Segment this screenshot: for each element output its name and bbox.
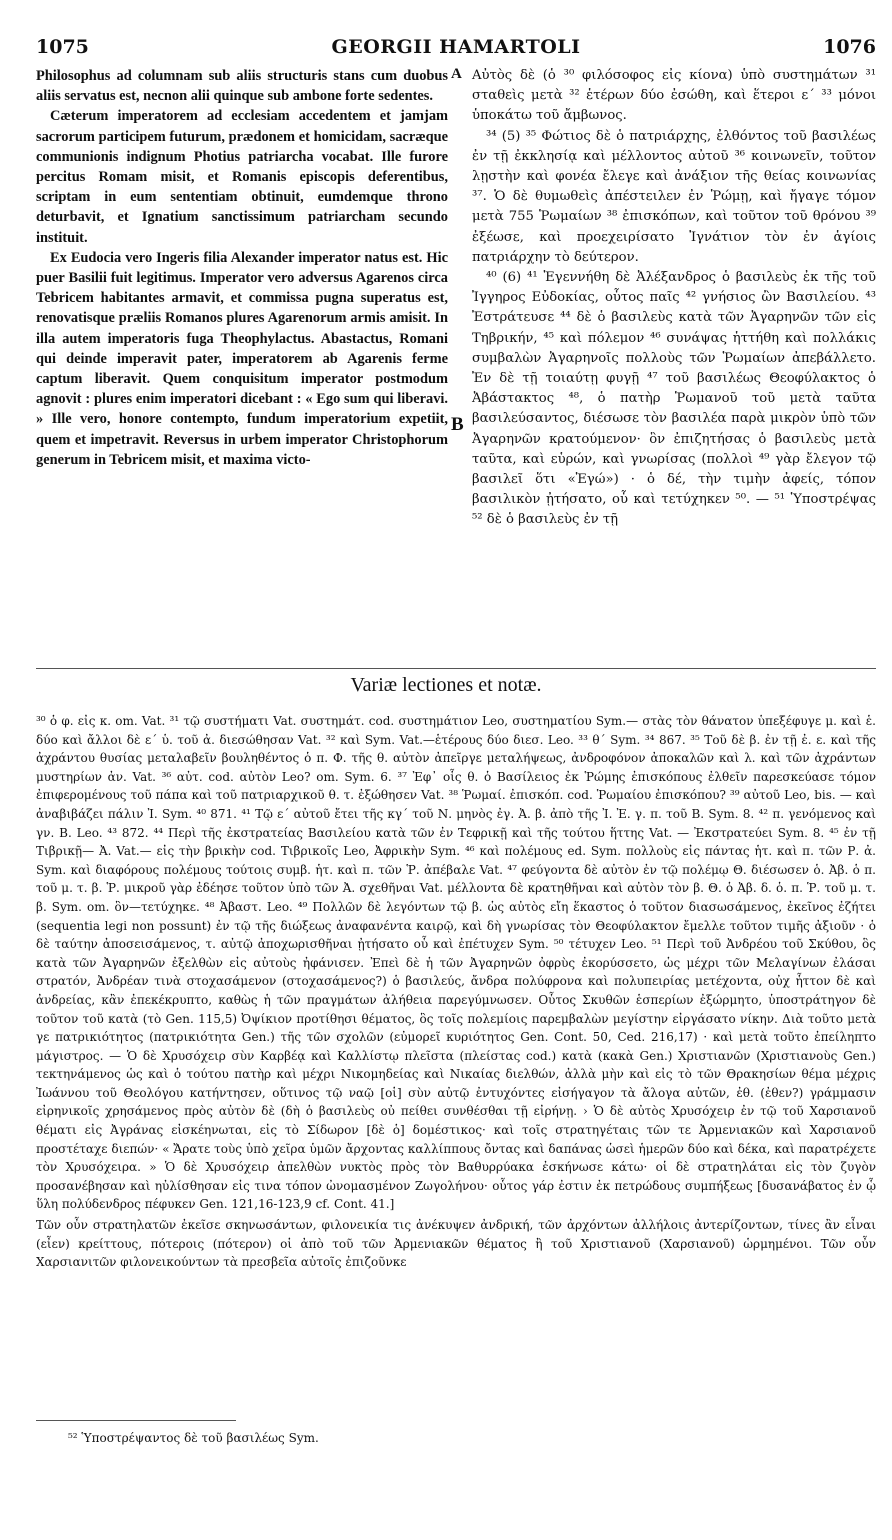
greek-column [472,66,876,531]
notes-heading: Variæ lectiones et notæ. [350,674,542,696]
latin-column [36,66,448,470]
greek-paragraph: ³⁴ (5) ³⁵ Φώτιος δὲ ὁ πατριάρχης, ἐλθόντος τοῦ βασιλέως ἐν τῇ ἐκκλησίᾳ καὶ μέλλοντος αὐτοῦ ³⁶ κοινωνεῖν, τοῦτον λῃστὴν καὶ φονέα ἔλεγε καὶ ἀνάξιον τῆς θείας κοινωνίας ³⁷. Ὁ δὲ θυμωθεὶς ἀπέστειλεν ἐν Ῥώμῃ, καὶ ἤγαγε τόμον μετὰ 755 Ῥωμαίων ³⁸ ἐπισκόπων, καὶ τοῦτον τοῦ θρόνου ³⁹ ἐξέωσε, καὶ προεχειρίσατο Ἰγνάτιον τὸν ἐν ἁγίοις πατριάρχην τὸ δεύτερον. [472,128,876,265]
critical-apparatus [36,712,876,1272]
latin-paragraph: Ex Eudocia vero Ingeris filia Alexander imperator natus est. Hic puer Basilii fuit legitimus. Imperator vero adversus Agarenos circa Tebricem habitantes armavit, et commissa pugna superatus est, renovatisque præliis Romanos plures Agarenorum armis amisit. In illa autem imperatoris fuga Theophylactus. Abastactus, Romani qui deinde imperavit pater, imperatorem ab Agarenis ferme captum liberavit. Quem conquisitum imperator postmodum agnovit : plures enim imperatori dicebant : « Ego sum qui liberavi. » Ille vero, honore contempto, fundum imperatorium expetiit, quem et impetravit. Reversus in urbem imperator Christophorum generum in Tebricem misit, et maxima victo- [36,249,448,468]
latin-paragraph: Philosophus ad columnam sub aliis structuris stans cum duobus aliis servatus est, necnon alii quinque sub ambone forte sedentes. [36,68,448,105]
bottom-footnote: ⁵² Ὑποστρέψαντος δὲ τοῦ βασιλέως Sym. [68,1431,319,1445]
notes-continuation: Τῶν οὖν στρατηλατῶν ἐκεῖσε σκηνωσάντων, φιλονεικία τις ἀνέκυψεν ἀνδρική, τῶν ἀρχόντων ἀλλήλοις ἀντερίζοντων, τίνες ἂν εἶναι (εἶεν) κρείττους, πότεροις (πότερον) οἱ ἀπὸ τοῦ τῶν Ἀρμενιακῶν θέματος ἢ τοῦ Χριστιανοῦ (Χαρσιανοῦ) ὡρμημένοι. Τῶν οὖν Χαρσιανιτῶν φιλονεικούντων τὰ πρεσβεῖα αὐτοῖς ἐπιζοῦνκε [36,1218,876,1270]
margin-marker-b: B [451,414,464,435]
running-title: GEORGII HAMARTOLI [331,36,581,58]
page-number-left: 1075 [36,36,89,58]
section-divider [36,668,876,669]
footnote-divider [36,1420,236,1421]
page-header [36,36,876,62]
page-number-right: 1076 [823,36,876,58]
greek-paragraph: Αὐτὸς δὲ (ὁ ³⁰ φιλόσοφος εἰς κίονα) ὑπὸ συστημάτων ³¹ σταθεὶς μετὰ ³² ἑτέρων δύο ἐσώθη, καὶ ἕτεροι ε´ ³³ μόνοι ὑποκάτω τοῦ ἄμβωνος. [472,68,876,124]
greek-paragraph: ⁴⁰ (6) ⁴¹ Ἐγεννήθη δὲ Ἀλέξανδρος ὁ βασιλεὺς ἐκ τῆς τοῦ Ἰγγηρος Εὐδοκίας, οὗτος παῖς ⁴² γνήσιος ὢν Βασιλείου. ⁴³ Ἐστράτευσε ⁴⁴ δὲ ὁ βασιλεὺς κατὰ τῶν Ἀγαρηνῶν τῶν εἰς Τηβρικήν, ⁴⁵ καὶ πόλεμον ⁴⁶ συνάψας ἡττήθη καὶ πολλάκις συμβαλὼν Ἀγαρηνοῖς πολλοὺς τῶν Ῥωμαίων ἀπεβάλλετο. Ἐν δὲ τῇ τοιαύτῃ φυγῇ ⁴⁷ τοῦ βασιλέως Θεοφύλακτος ὁ Ἀβάστακτος ⁴⁸, ὁ πατὴρ Ῥωμανοῦ τοῦ μετὰ ταῦτα βασιλεύσαντος, διέσωσε τὸν βασιλέα παρὰ μικρὸν ὑπὸ τῶν Ἀγαρηνῶν κρατούμενον· ὃν ἐπιζητήσας ὁ βασιλεὺς μετὰ ταῦτα, καὶ εὑρών, καὶ γνωρίσας (πολλοὶ ⁴⁹ γὰρ ἔλεγον τῷ βασιλεῖ ὅτι «Ἐγώ») · ὁ δέ, τὴν τιμὴν ἀφείς, τόπον βασιλικὸν ᾐτήσατο, οὗ καὶ τετύχηκεν ⁵⁰. — ⁵¹ Ὑποστρέψας ⁵² δὲ ὁ βασιλεὺς ἐν τῇ [472,270,876,528]
notes-body: ³⁰ ὁ φ. εἰς κ. om. Vat. ³¹ τῷ συστήματι Vat. συστημάτ. cod. συστημάτιον Leo, συστηματίου Sym.— στὰς τὸν θάνατον ὑπεξέφυγε μ. καὶ ἑ. δύο καὶ ἄλλοι δὲ ε´ ὑ. τοῦ ἀ. διεσώθησαν Vat. ³² καὶ Sym. Vat.—ἑτέρους δύο διεσ. Leo. ³³ θ´ Sym. ³⁴ 867. ³⁵ Τοῦ δὲ β. ἐν τῇ ἐ. ε. καὶ τῆς ἀχράντου θυσίας μεταλαβεῖν βουληθέντος ὁ π. Φ. τῆς θ. αὐτὸν ἀπεῖργε μεταλήψεως, ἀνδροφόνον ἀποκαλῶν καὶ λ. καὶ τῶν ἀχράντων μυστηρίων ἀν. Vat. ³⁶ αὐτ. cod. αὐτὸν Leo? om. Sym. 6. ³⁷ Ἐφ᾽ οἷς θ. ὁ Βασίλειος ἐκ Ῥώμης ἐπισκόπους ἐλθεῖν παρεσκεύασε τόμον ἐπιφερομένους τοῦ πάπα καὶ τοῦ πατριαρχικοῦ θ. τ. ἐξώθησεν Vat. ³⁸ Ῥωμαί. ἐπισκόπ. cod. Ῥωμαίου ἐπισκόπου? ³⁹ αὐτοῦ Leo, bis. — καὶ ἀναβιβάζει πάλιν Ἰ. Sym. ⁴⁰ 871. ⁴¹ Τῷ ε´ αὐτοῦ ἔτει τῆς κγ´ τοῦ Ν. μηνὸς ἐγ. Ἀ. β. ἀπὸ τῆς Ἰ. Ἐ. γ. π. τοῦ Β. Sym. 8. ⁴² π. γενόμενος καὶ γν. Β. Leo. ⁴³ 872. ⁴⁴ Περὶ τῆς ἐκστρατείας Βασιλείου κατὰ τῶν ἐν Τεφρικῇ καὶ τῆς τούτου ἥττης Vat. — Ἐκστρατεύει Sym. 8. ⁴⁵ ἐν τῇ Τιβρικῇ— Ἀ. Vat.— εἰς τὴν βρικὴν cod. Τιβρικοῖς Leo, Ἀφρικὴν Sym. ⁴⁶ καὶ πολέμους ed. Sym. πολλοὺς εἰς πάντας ἡτ. καὶ π. τῶν Ρ. ἀ. Sym. καὶ διαφόρους πολέμους τούτοις συμβ. ἡτ. καὶ π. τῶν Ῥ. ἀπέβαλε Vat. ⁴⁷ φεύγοντα δὲ αὐτὸν ἐν τῷ πολέμῳ Θ. διέσωσεν ὁ. Ἀβ. ὁ π. τοῦ μ. τ. β. Ῥ. μικροῦ γὰρ ἐδέησε τοῦτον ὑπὸ τῶν Ἀ. σχεθῆναι Vat. μέλλοντα δὲ κρατηθῆναι καὶ αὐτὸν τὸν β. Θ. ὁ Ἀβ. δ. ὁ. π. Ῥ. τοῦ μ. τ. β. Sym. om. ὃν—τετύχηκε. ⁴⁸ Ἀβαστ. Leo. ⁴⁹ Πολλῶν δὲ λεγόντων τῷ β. ὡς αὐτὸς εἴη ἕκαστος ὁ τοῦτον διασωσάμενος, ἐκεῖνος ἐζήτει (sequentia legi non possunt) ἐν τῷ τῆς διώξεως ἀναφανέντα καιρῷ, καὶ δὴ γνωρίσας τὸν Θεοφύλακτον ἔμελλε τοῦτον τιμῆς ἀξιοῦν · ὁ δὲ ταύτην ἀποσεισάμενος, τ. αὐτῷ ἀποχωρισθῆναι ᾐτήσατο οὗ καὶ ἐπέτυχεν Sym. ⁵⁰ τέτυχεν Leo. ⁵¹ Περὶ τοῦ Ἀνδρέου τοῦ Σκύθου, ὃς κατὰ τῶν Ἀγαρηνῶν ἐξελθὼν εἰς αὐτοὺς ἠφάνισεν. Ἐπεὶ δὲ ἡ τῶν Ἀγαρηνῶν ὀφρὺς ἐκορύσσετο, ὡς μέχρι τῶν Μελαγίνων ἐλάσαι στρατόν, Ἀνδρέαν τινὰ στοχασάμενον (στοχασάμενος?) ὁ βασιλεύς, ἄνδρα πολύφρονα καὶ πολυπειρίας μετέχοντα, οὐχ ἧττον δὲ καὶ ἀνδρείας, κἂν ἐπεκέκρυπτο, καθὼς ἡ τῶν πραγμάτων ἀλήθεια παρεγύμνωσεν. Οὗτος Σκυθῶν ἑσπερίων ἐξώρμητο, ὑποστράτηγον δὲ τοῦτον τοῦ κατὰ (τὸ Gen. 115,5) Ὀψίκιον προτίθησι θέματος, ὃς τοῖς πολεμίοις παρεμβαλὼν μεγίστην εἰργάσατο νίκην. Διὰ τοῦτο μετὰ γε πατρικιότητος (πατρικιότητα Gen.) τῆς τῶν σχολῶν (εὐμορεῖ κυριότητος Gen. Cont. 50, Ced. 216,17) · καὶ μετὰ τοῦτο ἐπείληπτο μάγιστρος. — Ὁ δὲ Χρυσόχειρ σὺν Καρβέᾳ καὶ Καλλίστῳ πλεῖστα (πλείστας cod.) κατὰ (κακὰ Gen.) Χριστιανῶν (Χριστιανοὺς Gen.) τεκτηνάμενος ὡς καὶ ὁ τούτου πατὴρ καὶ μέχρι Νικομηδείας καὶ Νικαίας διελθών, ἀλλὰ μὴν καὶ εἰς τὸ τῶν Θρακησίων θέμα μέχρις Ἰωάννου τοῦ Θεολόγου κατήντησεν, οὕτινος τῷ ναῷ [οἱ] σὺν αὐτῷ ἐντυχόντες εἰσήγαγον τὰ ἄλογα αὐτῶν, ἐθ. (ἐθεν?) γράμμασιν εἰρηνικοῖς χρησάμενος πρὸς αὐτὸν δὲ (δὴ ὁ βασιλεὺς οὐ πείθει συνθέσθαι τῇ εἰρήνῃ. › Ὁ δὲ αὐτὸς Χρυσόχειρ ἐν τῷ τοῦ Χαρσιανοῦ θέματι εἰς Ἀγράνας εἰσκέηνωται, εἰς τὸ Σίδωρον [δὲ ὁ] δομέστικος· καὶ τοῖς στρατηγέταις τῶν τε Ἀρμενιακῶν καὶ Χαρσιανοῦ προστέταχε διεπών· « Ἄρατε τοὺς ὑπὸ χεῖρα ὑμῶν ἄρχοντας καλλίππους ὄντας καὶ δαπάνας ὡσεὶ ἡμερῶν δύο καὶ δέκα, καὶ παρατρέχετε τὸν Χρυσόχειρα. » Ὁ δὲ Χρυσόχειρ ἀπελθὼν νυκτὸς πρὸς τὸν Βαθυρρύακα ἐσκήνωσε κάτω· οἱ δὲ στρατηλάται εἰς τὸν ζυγὸν προσανέβησαν καὶ ηὐλίσθησαν εἰς τινα τόπον ὠνομασμένον Ζωγολήνου· οὗτος γάρ ἐστιν ἐκ πετρώδους συμπήξεως [δυσανάβατος ἐν ᾧ ὕλη πολύδενδρος πέφυκεν Gen. 121,16-123,9 cf. Cont. 41.] [36,714,877,1212]
margin-marker-a: A [451,66,462,82]
latin-paragraph: Cæterum imperatorem ad ecclesiam accedentem et jamjam sacrorum participem futurum, prædonem et homicidam, sacræque communionis indignum Photius patriarcha vocabat. Ille furore percitus Romam misit, et Romanis episcopis deferentibus, scriptam in eum sententiam obtinuit, eumdemque throno deturbavit, et Ignatium sanctissimum patriarcham secundo instituit. [36,108,448,246]
